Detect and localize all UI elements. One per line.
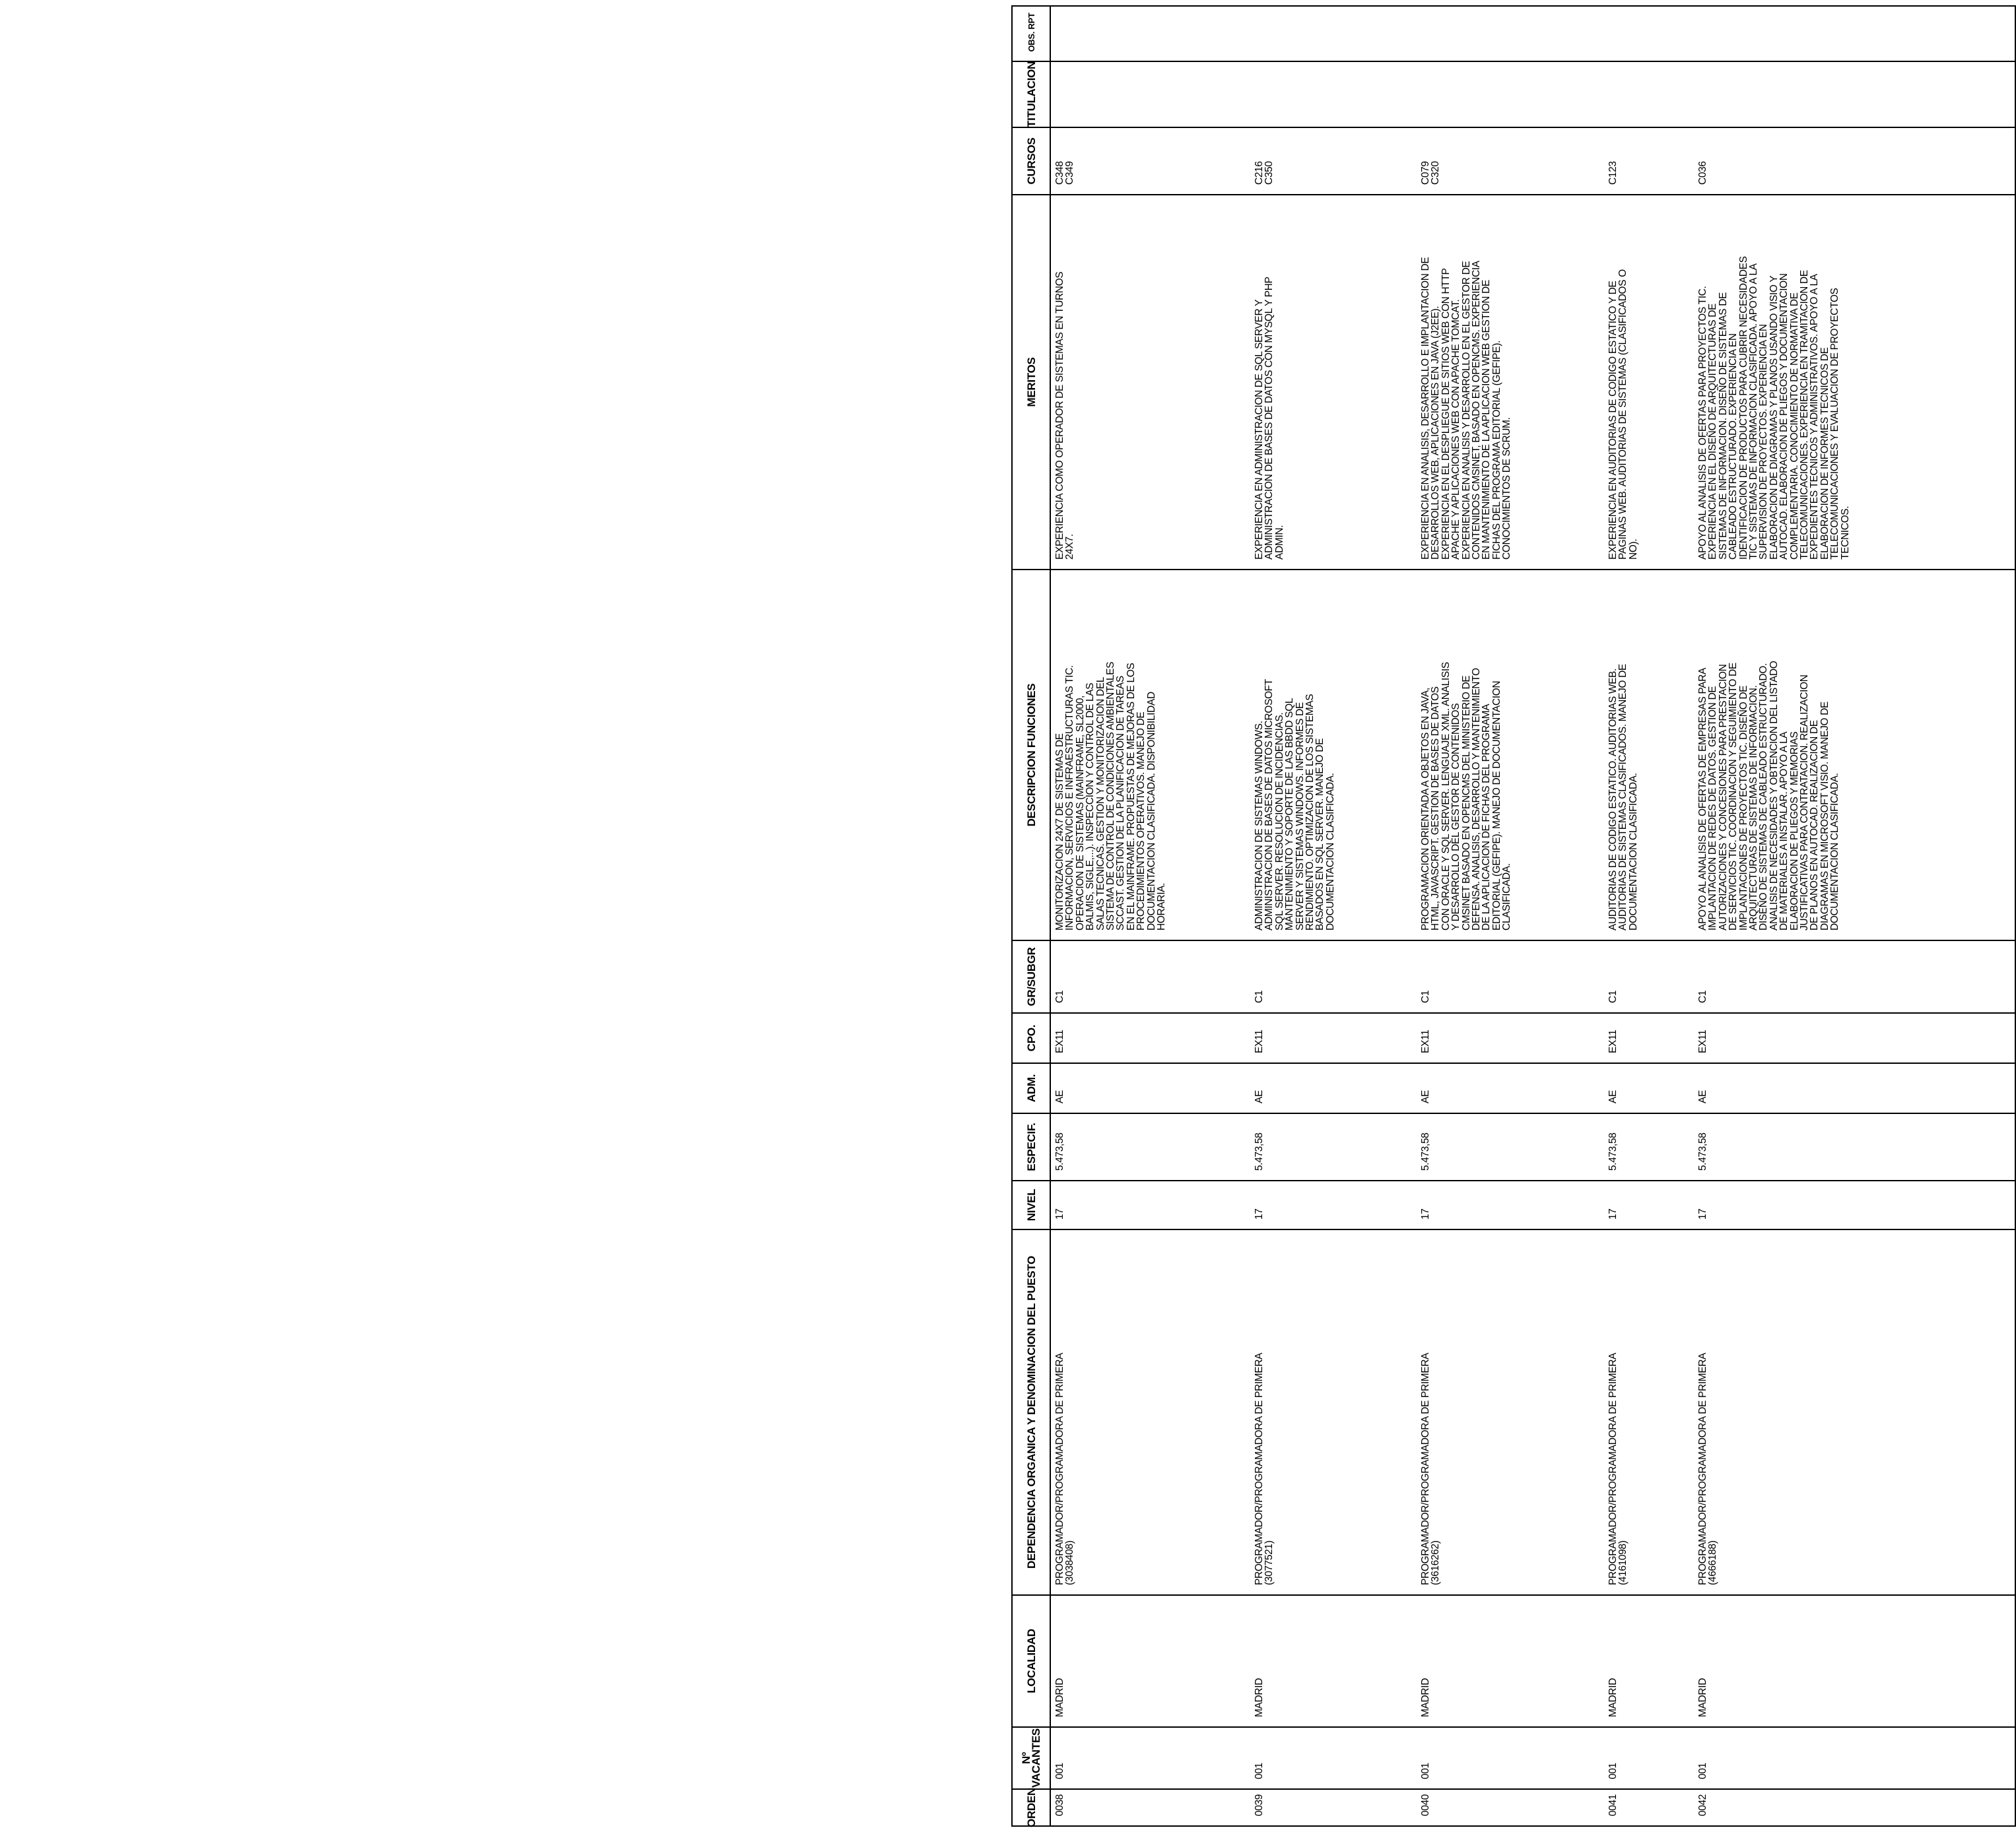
column-localidad: [1013, 1594, 2015, 1726]
cell-especif-0038: 5.473,58: [1054, 1132, 1065, 1171]
cell-especif-0039: 5.473,58: [1254, 1132, 1265, 1171]
header-dependencia: DEPENDENCIA ORGANICA Y DENOMINACION DEL PUESTO: [1025, 1256, 1038, 1569]
cell-grsubgr-0038: C1: [1054, 990, 1065, 1003]
cell-cursos-0038: C348 C349: [1054, 161, 1076, 185]
column-adm: [1013, 1063, 2015, 1113]
header-adm: ADM.: [1025, 1074, 1038, 1103]
cell-descripcion-0042: APOYO AL ANALISIS DE OFERTAS DE EMPRESAS PARA IMPLANTACION DE REDES DE DATOS. GESTION DE AUTORIZACIONES Y CONCESIONES PARA PRESTACION DE SERVICIOS TIC. COORDINACION Y SEGUIMIENTO DE IMPLANTACIONES DE PROYECTOS TIC. DISEÑO DE ARQUITECTURAS DE SISTEMAS DE INFORMACION. DISEÑO DE SISTEMAS DE CABLEADO ESTRUCTURADO. ANALISIS DE NECESIDADES Y OBTENCION DEL LISTADO DE MATERIALES A INSTALAR. APOYO A LA ELABORACION DE PLIEGOS Y MEMORIAS JUSTIFICATIVAS PARA CONTRATACION. REALIZACION DE PLANOS EN AUTOCAD. REALIZACION DE DIAGRAMAS EN MICROSOFT VISIO. MANEJO DE DOCUMENTACION CLASIFICADA.: [1697, 661, 1841, 931]
cell-orden-0039: 0039: [1254, 1794, 1265, 1816]
column-grsubgr: [1013, 940, 2015, 1012]
cell-meritos-0041: EXPERIENCIA EN AUDITORIAS DE CODIGO ESTATICO Y DE PAGINAS WEB. AUDITORIAS DE SISTEMAS (CLASIFICADOS O NO).: [1607, 269, 1639, 560]
cell-orden-0042: 0042: [1697, 1794, 1708, 1816]
cell-descripcion-0039: ADMINISTRACION DE SISTEMAS WINDOWS. ADMINISTRACION DE BASES DE DATOS MICROSOFT SQL SERVER. RESOLUCION DE INCIDENCIAS. MANTENIMIENTO Y SOPORTE DE LAS BBDD SQL SERVER Y SISTEMAS WINDOWS. INFORMES DE RENDIMIENTO. OPTIMIZACION DE LOS SISTEMAS BASADOS EN SQL SERVER. MANEJO DE DOCUMENTACION CLASIFICADA.: [1254, 679, 1336, 931]
cell-cpo-0042: EX11: [1697, 1030, 1708, 1053]
header-titulacion: TITULACION: [1025, 61, 1038, 127]
cell-orden-0041: 0041: [1607, 1794, 1619, 1816]
column-orden: [1013, 1788, 2015, 1825]
cell-especif-0042: 5.473,58: [1697, 1132, 1708, 1171]
column-especif: [1013, 1113, 2015, 1180]
cell-grsubgr-0039: C1: [1254, 990, 1265, 1003]
cell-localidad-0038: MADRID: [1054, 1678, 1065, 1717]
cell-grsubgr-0040: C1: [1420, 990, 1431, 1003]
cell-cpo-0038: EX11: [1054, 1030, 1065, 1053]
header-nivel: NIVEL: [1025, 1189, 1038, 1222]
column-obs: [1013, 4, 2015, 61]
header-cpo: CPO.: [1025, 1024, 1038, 1052]
vacancies-table: [1011, 5, 2016, 1827]
cell-dependencia-0042: PROGRAMADOR/PROGRAMADORA DE PRIMERA (4666188): [1697, 1352, 1719, 1585]
cell-cpo-0041: EX11: [1607, 1030, 1619, 1053]
cell-nivel-0040: 17: [1420, 1208, 1431, 1220]
cell-adm-0038: AE: [1054, 1090, 1065, 1103]
cell-adm-0042: AE: [1697, 1090, 1708, 1103]
header-vacantes: Nº VACANTES: [1020, 1728, 1042, 1788]
cell-cursos-0040: C079 C320: [1420, 161, 1442, 185]
cell-adm-0040: AE: [1420, 1090, 1431, 1103]
cell-nivel-0038: 17: [1054, 1208, 1065, 1220]
cell-descripcion-0038: MONITORIZACION 24X7 DE SISTEMAS DE INFORMACION, SERVICIOS E INFRAESTRUCTURAS TIC. OPERACION DE SISTEMAS (MAINFRAME, SL2000, BALMIS, SIGLE,...). INSPECCION Y CONTROL DE LAS SALAS TECNICAS. GESTION Y MONITORIZACION DEL SISTEMA DE CONTROL DE CONDICIONES AMBIENTALES SCCAST. GESTION DE LA PLANIFICACION DE TAREAS EN EL MAINFRAME. PROPUESTAS DE MEJORAS DE LOS PROCEDIMIENTOS OPERATIVOS. MANEJO DE DOCUMENTACION CLASIFICADA. DISPONIBILIDAD HORARIA.: [1054, 661, 1168, 931]
cell-nivel-0042: 17: [1697, 1208, 1708, 1220]
cell-meritos-0040: EXPERIENCIA EN ANALISIS, DESARROLLO E IMPLANTACION DE DESARROLLOS WEB, APLICACIONES EN JAVA (J2EE). EXPERIENCIA EN EL DESPLIEGUE DE SITIOS WEB CON HTTP APACHE Y APLICACIONES WEB CON APACHE TOMCAT. EXPERIENCIA EN ANALISIS Y DESARROLLO EN EL GESTOR DE CONTENIDOS CMSINET, BASADO EN OPENCMS. EXPERIENCIA EN MANTENIMIENTO DE LA APLICACION WEB GESTION DE FICHAS DEL PROGRAMA EDITORIAL (GEFIPE). CONOCIMIENTOS DE SCRUM.: [1420, 257, 1513, 560]
cell-nivel-0039: 17: [1254, 1208, 1265, 1220]
cell-adm-0039: AE: [1254, 1090, 1265, 1103]
column-cursos: [1013, 127, 2015, 194]
cell-cpo-0040: EX11: [1420, 1030, 1431, 1053]
column-descripcion: [1013, 569, 2015, 940]
column-meritos: [1013, 194, 2015, 569]
column-cpo: [1013, 1012, 2015, 1063]
cell-cursos-0041: C123: [1607, 161, 1619, 185]
cell-descripcion-0041: AUDITORIAS DE CODIGO ESTATICO. AUDITORIAS WEB. AUDITORIAS DE SISTEMAS CLASIFICADOS. MANEJO DE DOCUMENTACION CLASIFICADA.: [1607, 664, 1639, 931]
column-vacantes: [1013, 1726, 2015, 1788]
cell-localidad-0041: MADRID: [1607, 1678, 1619, 1717]
cell-cursos-0042: C036: [1697, 161, 1708, 185]
cell-localidad-0039: MADRID: [1254, 1678, 1265, 1717]
cell-especif-0041: 5.473,58: [1607, 1132, 1619, 1171]
column-titulacion: [1013, 61, 2015, 127]
header-especif: ESPECIF.: [1025, 1123, 1038, 1171]
header-meritos: MERITOS: [1025, 357, 1038, 407]
cell-cpo-0039: EX11: [1254, 1030, 1265, 1053]
cell-meritos-0038: EXPERIENCIA COMO OPERADOR DE SISTEMAS EN TURNOS 24X7.: [1054, 271, 1076, 560]
header-grsubgr: GR/SUBGR: [1025, 947, 1038, 1006]
cell-grsubgr-0042: C1: [1697, 990, 1708, 1003]
cell-orden-0040: 0040: [1420, 1794, 1431, 1816]
cell-dependencia-0041: PROGRAMADOR/PROGRAMADORA DE PRIMERA (4161098): [1607, 1352, 1629, 1585]
cell-descripcion-0040: PROGRAMACION ORIENTADA A OBJETOS EN JAVA, HTML, JAVASCRIPT. GESTION DE BASES DE DATOS CON ORACLE Y SQL SERVER. LENGUAJE XML. ANALISIS Y DESARROLLO DEL GESTOR DE CONTENIDOS CMSINET BASADO EN OPENCMS DEL MINISTERIO DE DEFENSA. ANALISIS, DESARROLLO Y MANTENIMIENTO DE LA APLICACION DE FICHAS DEL PROGRAMA EDITORIAL (GEFIPE). MANEJO DE DOCUMENTACION CLASIFICADA.: [1420, 662, 1513, 931]
cell-meritos-0039: EXPERIENCIA EN ADMINISTRACION DE SQL SERVER Y ADMINISTRACION DE BASES DE DATOS CON MYSQL Y PHP ADMIN.: [1254, 277, 1285, 560]
header-obs: OBS. RPT: [1026, 13, 1036, 52]
header-descripcion: DESCRIPCION FUNCIONES: [1025, 683, 1038, 827]
cell-cursos-0039: C216 C350: [1254, 161, 1275, 185]
cell-vacantes-0040: 001: [1420, 1763, 1431, 1779]
header-cursos: CURSOS: [1025, 137, 1038, 185]
cell-dependencia-0038: PROGRAMADOR/PROGRAMADORA DE PRIMERA (3038408): [1054, 1352, 1076, 1585]
cell-dependencia-0039: PROGRAMADOR/PROGRAMADORA DE PRIMERA (3077521): [1254, 1352, 1275, 1585]
cell-adm-0041: AE: [1607, 1090, 1619, 1103]
column-dependencia: [1013, 1229, 2015, 1594]
cell-especif-0040: 5.473,58: [1420, 1132, 1431, 1171]
cell-localidad-0042: MADRID: [1697, 1678, 1708, 1717]
cell-dependencia-0040: PROGRAMADOR/PROGRAMADORA DE PRIMERA (3616262): [1420, 1352, 1442, 1585]
cell-meritos-0042: APOYO AL ANALISIS DE OFERTAS PARA PROYECTOS TIC. EXPERIENCIA EN EL DISEÑO DE ARQUITECTURAS DE SISTEMAS DE INFORMACION. DISEÑO DE SISTEMAS DE CABLEADO ESTRUCTURADO. EXPERIENCIA EN IDENTIFICACION DE PRODUCTOS PARA CUBRIR NECESIDADES TIC Y SISTEMAS DE INFORMACION CLASIFICADA. APOYO A LA SUPERVISION DE PROYECTOS. EXPERIENCIA EN ELABORACION DE DIAGRAMAS Y PLANOS USANDO VISIO Y AUTOCAD. ELABORACION DE PLIEGOS Y DOCUMENTACION COMPLEMENTARIA. CONOCIMIENTO DE NORMATIVA DE TELECOMUNICACIONES. EXPERIENCIA EN TRAMITACION DE EXPEDIENTES TECNICOS Y ADMINISTRATIVOS. APOYO A LA ELABORACION DE INFORMES TECNICOS DE TELECOMUNICACIONES Y EVALUACION DE PROYECTOS TECNICOS.: [1697, 256, 1851, 560]
header-orden: ORDEN: [1025, 1788, 1038, 1827]
cell-grsubgr-0041: C1: [1607, 990, 1619, 1003]
cell-vacantes-0042: 001: [1697, 1763, 1708, 1779]
cell-localidad-0040: MADRID: [1420, 1678, 1431, 1717]
header-localidad: LOCALIDAD: [1025, 1629, 1038, 1693]
cell-vacantes-0039: 001: [1254, 1763, 1265, 1779]
cell-vacantes-0038: 001: [1054, 1763, 1065, 1779]
cell-vacantes-0041: 001: [1607, 1763, 1619, 1779]
cell-nivel-0041: 17: [1607, 1208, 1619, 1220]
column-nivel: [1013, 1180, 2015, 1229]
cell-orden-0038: 0038: [1054, 1794, 1065, 1816]
